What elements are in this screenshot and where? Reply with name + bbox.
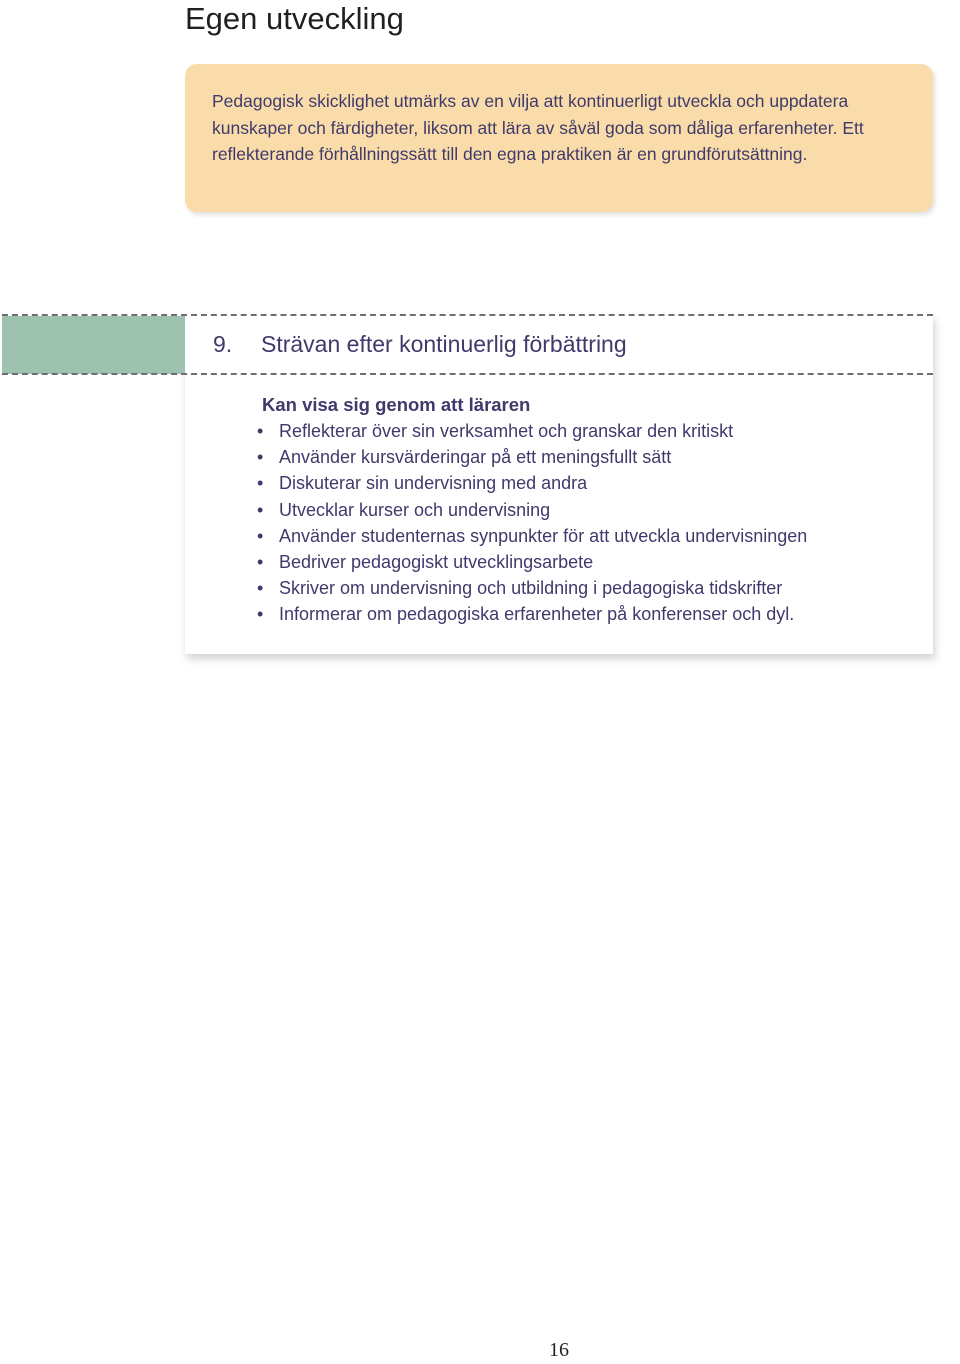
criterion-number: 9. xyxy=(213,331,233,357)
bullet-icon: • xyxy=(257,525,264,546)
list-item-text: Utvecklar kurser och undervisning xyxy=(279,499,551,520)
list-item-text: Använder studenternas synpunkter för att utveckla undervisningen xyxy=(279,525,808,546)
list-item-text: Reflekterar över sin verksamhet och granskar den kritiskt xyxy=(279,421,734,441)
list-item xyxy=(256,575,926,601)
list-item-text: Skriver om undervisning och utbildning i pedagogiska tidskrifter xyxy=(279,578,783,599)
bullet-icon: • xyxy=(257,447,264,468)
bottom-dashed-divider xyxy=(2,373,933,375)
list-item xyxy=(256,601,926,627)
criterion-color-tab xyxy=(2,316,185,374)
list-item xyxy=(256,549,926,575)
list-item xyxy=(256,444,926,470)
list-item xyxy=(256,523,926,549)
bullet-icon: • xyxy=(257,473,264,494)
intro-box xyxy=(185,64,933,212)
list-item xyxy=(256,497,926,523)
intro-text: Pedagogisk skicklighet utmärks av en vilja att kontinuerligt utveckla och uppdatera kunskaper och färdigheter, liksom att lära av såväl goda som dåliga erfarenheter. Ett reflekterande förhållningssätt till den egna praktiken är en grundförutsättning. xyxy=(212,91,864,164)
list-item-text: Bedriver pedagogiskt utvecklingsarbete xyxy=(279,552,594,573)
evidence-list xyxy=(256,418,926,628)
page-title: Egen utveckling xyxy=(185,1,404,36)
bullet-icon: • xyxy=(257,421,264,441)
list-item-text: Använder kursvärderingar på ett meningsfullt sätt xyxy=(279,447,672,468)
criterion-title: Strävan efter kontinuerlig förbättring xyxy=(261,331,627,357)
list-item-text: Informerar om pedagogiska erfarenheter på konferenser och dyl. xyxy=(279,604,795,625)
bullet-icon: • xyxy=(257,578,264,599)
list-item xyxy=(256,418,926,444)
list-item xyxy=(256,470,926,496)
evidence-heading: Kan visa sig genom att läraren xyxy=(262,394,531,415)
criterion-heading xyxy=(213,328,627,360)
bullet-icon: • xyxy=(257,604,264,625)
bullet-icon: • xyxy=(257,499,264,520)
bullet-icon: • xyxy=(257,552,264,573)
list-item-text: Diskuterar sin undervisning med andra xyxy=(279,473,588,494)
page-number: 16 xyxy=(549,1339,569,1361)
top-dashed-divider xyxy=(2,314,933,316)
